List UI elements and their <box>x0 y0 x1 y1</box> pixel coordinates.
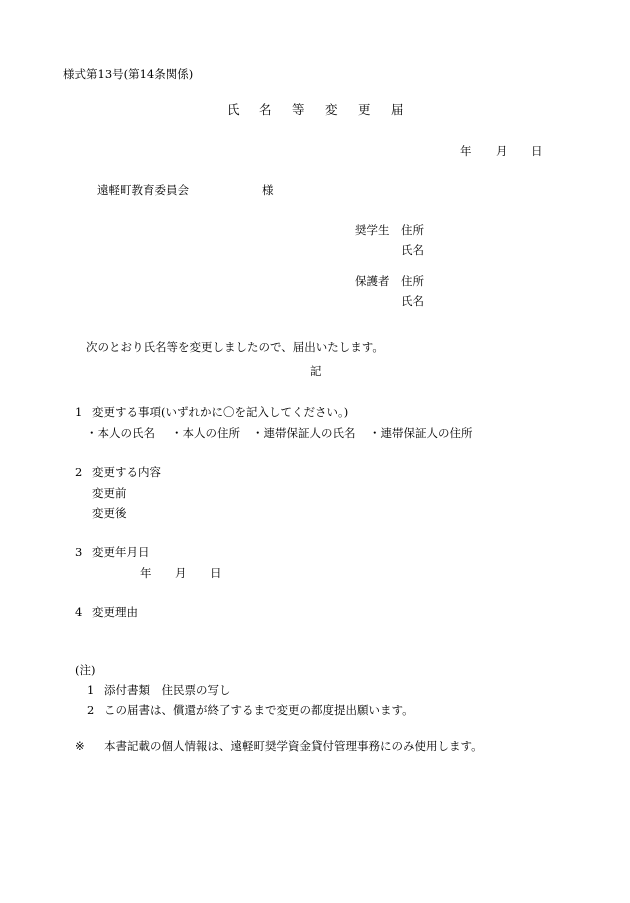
title-char: 届 <box>391 102 404 117</box>
student-name-label: 氏名 <box>401 243 424 257</box>
title-char: 等 <box>292 102 305 117</box>
privacy-text: 本書記載の個人情報は、遠軽町奨学資金貸付管理事務にのみ使用します。 <box>104 739 483 753</box>
privacy-mark: ※ <box>75 739 85 753</box>
option-own-address: ・本人の住所 <box>171 426 240 440</box>
title-char: 名 <box>259 102 272 117</box>
date-year-label: 年 <box>460 144 472 158</box>
form-number: 様式第13号(第14条関係) <box>63 67 194 81</box>
ki-label: 記 <box>310 364 322 378</box>
section-4-title: 変更理由 <box>92 605 138 619</box>
addressee-honorific: 様 <box>262 183 274 197</box>
option-guarantor-address: ・連帯保証人の住所 <box>369 426 473 440</box>
date-month-label: 月 <box>496 144 508 158</box>
guardian-address-label: 住所 <box>401 274 424 288</box>
intro-text: 次のとおり氏名等を変更しましたので、届出いたします。 <box>86 340 384 354</box>
section-1-options <box>0 428 630 442</box>
change-year-label: 年 <box>140 566 152 580</box>
section-3-number: 3 <box>75 545 83 559</box>
note-2-text: この届書は、償還が終了するまで変更の都度提出願います。 <box>104 703 414 717</box>
section-2-number: 2 <box>75 465 83 479</box>
title-char: 変 <box>325 102 338 117</box>
change-day-label: 日 <box>210 566 222 580</box>
note-2-number: 2 <box>87 703 95 717</box>
addressee-name: 遠軽町教育委員会 <box>97 183 189 197</box>
notes-heading: (注) <box>75 663 96 677</box>
guardian-name-label: 氏名 <box>401 294 424 308</box>
note-1-text: 添付書類 住民票の写し <box>104 683 231 697</box>
change-month-label: 月 <box>175 566 187 580</box>
date-day-label: 日 <box>531 144 543 158</box>
title-char: 氏 <box>227 102 240 117</box>
option-own-name: ・本人の氏名 <box>86 426 155 440</box>
section-1-number: 1 <box>75 405 83 419</box>
section-4-number: 4 <box>75 605 83 619</box>
student-address-label: 住所 <box>401 223 424 237</box>
note-1-number: 1 <box>87 683 95 697</box>
section-2-title: 変更する内容 <box>92 465 161 479</box>
option-guarantor-name: ・連帯保証人の氏名 <box>252 426 356 440</box>
after-label: 変更後 <box>92 506 127 520</box>
form-title <box>0 104 630 120</box>
section-1-title: 変更する事項(いずれかに〇を記入してください。) <box>92 405 349 419</box>
guardian-label: 保護者 <box>355 274 390 288</box>
section-3-title: 変更年月日 <box>92 545 150 559</box>
student-label: 奨学生 <box>355 223 390 237</box>
title-char: 更 <box>358 102 371 117</box>
before-label: 変更前 <box>92 486 127 500</box>
